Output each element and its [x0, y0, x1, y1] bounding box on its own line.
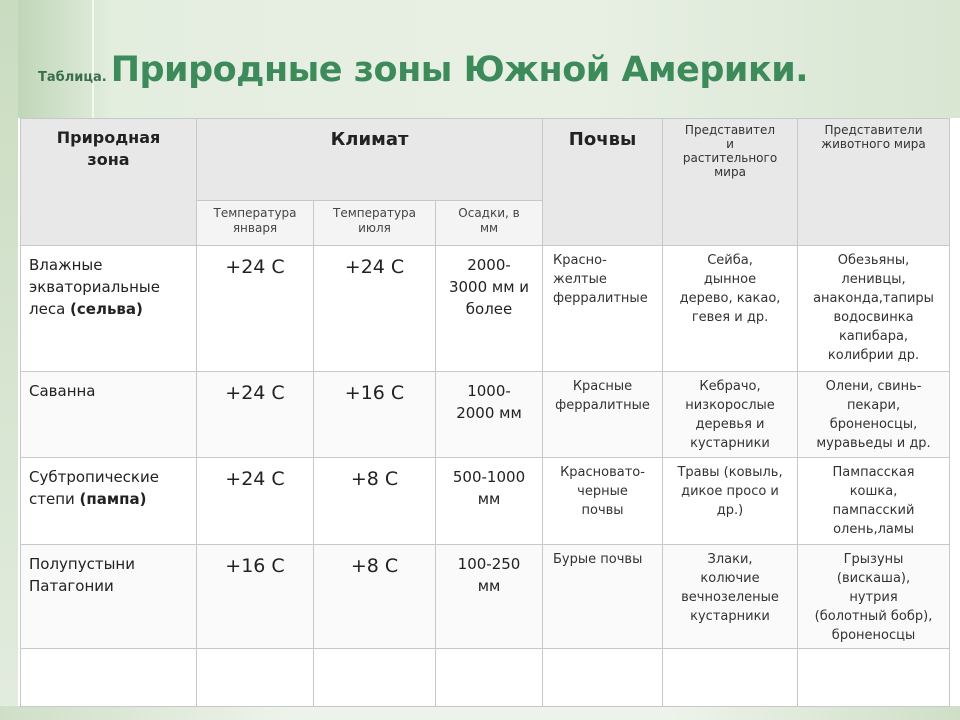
zone-name	[21, 372, 197, 458]
zone-text: Полупустыни Патагонии	[29, 555, 135, 595]
table-row	[21, 246, 950, 372]
empty-cell	[314, 649, 436, 707]
temp-jan: +16 С	[197, 545, 314, 649]
header-zone: Природная зона	[21, 119, 197, 246]
animals: Обезьяны, ленивцы, анаконда,тапиры водосвинка капибара, колибрии др.	[798, 246, 950, 372]
precip: 500-1000 мм	[436, 458, 543, 545]
zone-bold: (сельва)	[70, 300, 143, 318]
soil: Красно- желтые ферралитные	[543, 246, 663, 372]
temp-jul: +16 С	[314, 372, 436, 458]
soil: Красные ферралитные	[543, 372, 663, 458]
header-precip: Осадки, в мм	[436, 201, 543, 246]
header-row-1	[21, 119, 950, 201]
table-row	[21, 372, 950, 458]
plants: Злаки, колючие вечнозеленые кустарники	[663, 545, 798, 649]
animals: Олени, свинь- пекари, броненосцы, муравьеды и др.	[798, 372, 950, 458]
plants: Кебрачо, низкорослые деревья и кустарники	[663, 372, 798, 458]
empty-cell	[798, 649, 950, 707]
empty-cell	[663, 649, 798, 707]
header-climate: Климат	[197, 119, 543, 201]
temp-jul: +8 С	[314, 458, 436, 545]
temp-jul: +24 С	[314, 246, 436, 372]
soil: Красновато- черные почвы	[543, 458, 663, 545]
natural-zones-table	[20, 118, 950, 707]
soil: Бурые почвы	[543, 545, 663, 649]
title-main: Природные зоны Южной Америки.	[110, 50, 809, 90]
zone-name	[21, 545, 197, 649]
temp-jan: +24 С	[197, 458, 314, 545]
empty-cell	[21, 649, 197, 707]
title-prefix: Таблица.	[38, 70, 107, 85]
zone-name	[21, 246, 197, 372]
page-title	[38, 50, 808, 100]
header-temp-jul: Температура июля	[314, 201, 436, 246]
empty-cell	[543, 649, 663, 707]
temp-jan: +24 С	[197, 246, 314, 372]
header-plants: Представител и растительного мира	[663, 119, 798, 246]
zone-text: Саванна	[29, 382, 96, 400]
precip: 100-250 мм	[436, 545, 543, 649]
temp-jan: +24 С	[197, 372, 314, 458]
plants: Сейба, дынное дерево, какао, гевея и др.	[663, 246, 798, 372]
animals: Пампасская кошка, пампасский олень,ламы	[798, 458, 950, 545]
left-background-strip	[0, 0, 18, 720]
header-soil: Почвы	[543, 119, 663, 246]
temp-jul: +8 С	[314, 545, 436, 649]
plants: Травы (ковыль, дикое просо и др.)	[663, 458, 798, 545]
header-temp-jan: Температура января	[197, 201, 314, 246]
empty-cell	[436, 649, 543, 707]
table-row	[21, 458, 950, 545]
zone-bold: (пампа)	[79, 490, 147, 508]
zone-text: Субтропические степи	[29, 468, 159, 508]
zone-text: Влажные экваториальные леса	[29, 256, 161, 318]
header-animals: Представители животного мира	[798, 119, 950, 246]
animals: Грызуны (вискаша), нутрия (болотный бобр), броненосцы	[798, 545, 950, 649]
empty-row	[21, 649, 950, 707]
zone-name	[21, 458, 197, 545]
bottom-background-strip	[0, 706, 960, 720]
empty-cell	[197, 649, 314, 707]
table-row	[21, 545, 950, 649]
precip: 1000- 2000 мм	[436, 372, 543, 458]
precip: 2000- 3000 мм и более	[436, 246, 543, 372]
